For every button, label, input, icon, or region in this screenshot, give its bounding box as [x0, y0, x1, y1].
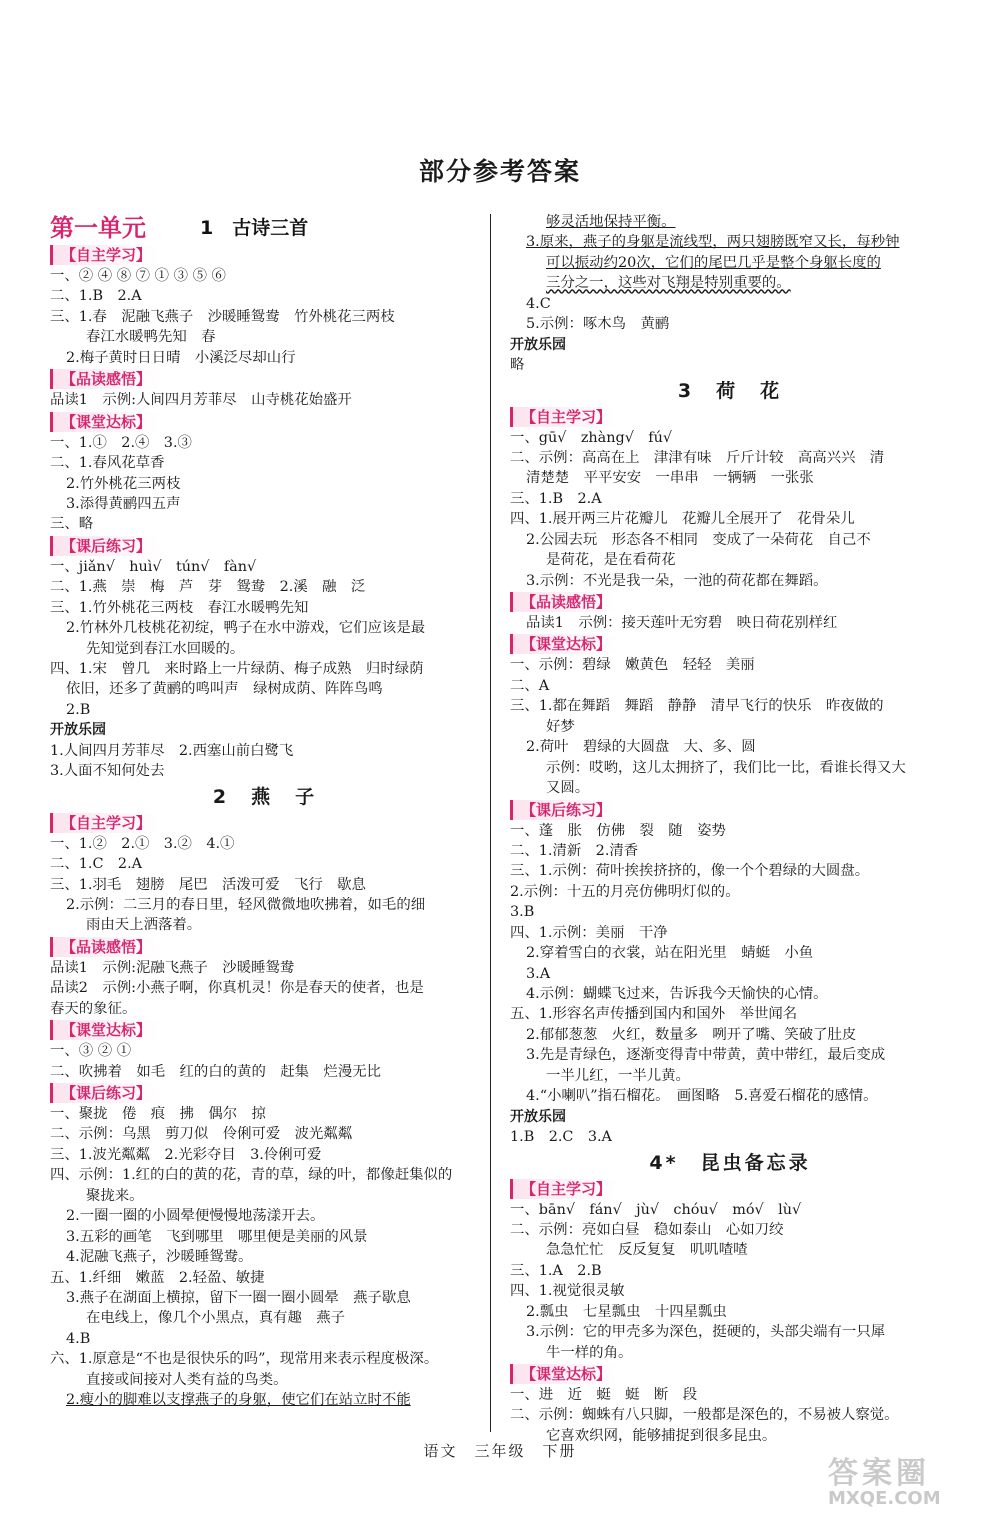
answer-line: [510, 1025, 950, 1045]
answer-text: 一、蓬 胀 仿佛 裂 随 姿势: [510, 822, 726, 839]
answer-text: 四、1.宋 曾几 来时路上一片绿荫、梅子成熟 归时绿荫: [50, 661, 424, 677]
section-label: 【课堂达标】: [510, 634, 619, 654]
answer-line: [510, 1004, 950, 1024]
answer-line: [510, 1045, 950, 1065]
answer-text: 2.荷叶 碧绿的大圆盘 大、多、圆: [526, 739, 756, 756]
section-row: [510, 591, 950, 613]
answer-line: [510, 943, 950, 963]
answer-text: 4.B: [66, 1330, 91, 1347]
unit-heading: [50, 212, 480, 244]
answer-text: 春天的象征。: [50, 1000, 137, 1017]
answer-line: [510, 861, 950, 881]
answer-text: 三、略: [50, 516, 94, 533]
answer-text: 四、示例：1.红的白的黄的花，青的草，绿的叶，都像赶集似的: [50, 1167, 453, 1184]
answer-line: [510, 821, 950, 841]
answer-line: [50, 390, 480, 410]
answer-text: 一、示例：碧绿 嫩黄色 轻轻 美丽: [510, 657, 755, 674]
answer-line: [50, 494, 480, 514]
answer-text: 二、1.燕 崇 梅 芦 芽 鸳鸯 2.溪 融 泛: [50, 579, 366, 596]
answer-line: [50, 1268, 480, 1288]
answer-text: 3.添得黄鹂四五声: [66, 495, 181, 512]
answer-text: 一半儿红，一半儿黄。: [546, 1067, 690, 1084]
answer-line: [50, 700, 480, 720]
answer-line: [510, 655, 950, 675]
watermark-logo: [828, 1448, 978, 1518]
section-label: 【品读感悟】: [50, 369, 159, 389]
answer-text: 4.“小喇叭”指石榴花。 画图略 5.喜爱石榴花的感情。: [526, 1088, 878, 1105]
answer-line: [50, 761, 480, 781]
answer-text: 先知觉到春江水回暖的。: [86, 640, 245, 657]
answer-line: [50, 327, 480, 347]
watermark-url: MXQE.COM: [828, 1488, 941, 1509]
lesson-title: 1 古诗三首: [200, 217, 309, 239]
answer-line: [510, 676, 950, 696]
answer-line: [510, 1066, 950, 1086]
answer-text: 3.五彩的画笔 飞到哪里 哪里便是美丽的风景: [66, 1228, 368, 1245]
answer-line: [510, 550, 950, 570]
answer-line: [510, 841, 950, 861]
answer-text: 二、吹拂着 如毛 红的白的黄的 赶集 烂漫无比: [50, 1063, 381, 1080]
answer-line: [50, 286, 480, 306]
section-label: 【课后练习】: [50, 536, 159, 556]
answer-line: [50, 854, 480, 874]
answer-text: 牛一样的角。: [546, 1344, 633, 1361]
answer-line: [510, 1127, 950, 1147]
answer-text: 二、示例：蜘蛛有八只脚，一般都是深色的，不易被人察觉。: [510, 1407, 899, 1424]
answer-text: 它喜欢织网，能够捕捉到很多昆虫。: [546, 1427, 777, 1444]
answer-line: [50, 1288, 480, 1308]
answer-text: 二、示例：乌黑 剪刀似 伶俐可爱 波光粼粼: [50, 1126, 353, 1143]
answer-line: [50, 1349, 480, 1369]
section-row: [510, 1178, 950, 1200]
answer-text: 略: [510, 357, 525, 374]
answer-text: 5.示例：啄木鸟 黄鹂: [526, 316, 670, 333]
answer-text: 依旧，还多了黄鹂的鸣叫声 绿树成荫、阵阵鸟鸣: [66, 681, 383, 698]
answer-line: [50, 348, 480, 368]
answer-text: 二、1.C 2.A: [50, 856, 143, 873]
answer-text: 2.竹林外几枝桃花初绽，鸭子在水中游戏，它们应该是最: [66, 620, 426, 637]
lesson-title: 3 荷 花: [677, 379, 783, 402]
section-row: [50, 411, 480, 433]
answer-text: 一、1.① 2.④ 3.③: [50, 434, 192, 451]
answer-line: [50, 1227, 480, 1247]
answer-text: 三分之一，这些对飞翔是特别重要的。: [546, 275, 791, 292]
lesson-title: 2 燕 子: [212, 785, 318, 808]
answer-line: [50, 1124, 480, 1144]
section-label: 【品读感悟】: [50, 937, 159, 957]
answer-line: [510, 489, 950, 509]
section-row: [50, 1019, 480, 1041]
answer-line: [510, 902, 950, 922]
answer-text: 4.泥融飞燕子，沙暖睡鸳鸯。: [66, 1249, 253, 1266]
answer-text: 急急忙忙 反反复复 叽叽喳喳: [546, 1242, 748, 1259]
subsection-label: 开放乐园: [510, 336, 566, 353]
answer-text: 在电线上，像几个小黑点，真有趣 燕子: [86, 1310, 346, 1327]
watermark-text: 答案圈: [828, 1456, 930, 1491]
answer-line: [510, 530, 950, 550]
answer-text: 2.示例：二三月的春日里，轻风微微地吹拂着，如毛的细: [66, 896, 426, 913]
answer-text: 3.示例：它的甲壳多为深色，挺硬的，头部尖端有一只犀: [526, 1324, 886, 1341]
answer-line: [510, 253, 950, 273]
answer-line: [510, 758, 950, 778]
answer-line: [50, 915, 480, 935]
answer-line: [50, 433, 480, 453]
answer-text: 清楚楚 平平安安 一串串 一辆辆 一张张: [526, 470, 814, 487]
answer-line: [510, 1240, 950, 1260]
section-label: 【品读感悟】: [510, 592, 619, 612]
answer-text: 一、进 近 蜓 蜓 断 段: [510, 1387, 698, 1403]
answer-text: 二、A: [510, 677, 550, 694]
answer-line: [50, 1390, 480, 1410]
answer-line: [50, 1370, 480, 1390]
answer-text: 春江水暖鸭先知 春: [86, 329, 216, 346]
answer-line: [510, 294, 950, 314]
answer-text: 一、1.② 2.① 3.② 4.①: [50, 835, 235, 852]
answer-line: [50, 1308, 480, 1328]
answer-line: [510, 273, 950, 293]
answer-text: 三、1.示例：荷叶挨挨挤挤的，像一个个碧绿的大圆盘。: [510, 863, 870, 880]
section-row: [510, 799, 950, 821]
answer-text: 四、1.示例：美丽 干净: [510, 924, 668, 941]
answer-line: [510, 882, 950, 902]
answer-text: 1.人间四月芳菲尽 2.西塞山前白鹭飞: [50, 742, 294, 759]
answer-line: [510, 1343, 950, 1363]
answer-line: [50, 875, 480, 895]
section-label: 【课堂达标】: [50, 1020, 159, 1040]
answer-line: [50, 598, 480, 618]
answer-line: [510, 232, 950, 252]
answer-text: 三、1.竹外桃花三两枝 春江水暖鸭先知: [50, 599, 309, 616]
answer-line: [50, 1165, 480, 1185]
answer-line: [510, 509, 950, 529]
answer-text: 2.郁郁葱葱 火红，数量多 咧开了嘴、笑破了肚皮: [526, 1026, 857, 1043]
section-row: [50, 812, 480, 834]
lesson-title: 4* 昆虫备忘录: [649, 1151, 811, 1174]
answer-line: [50, 639, 480, 659]
answer-text: 二、1.春风花草香: [50, 455, 165, 472]
answer-line: [50, 266, 480, 286]
answer-line: [510, 428, 950, 448]
answer-text: 2.示例：十五的月亮仿佛明灯似的。: [510, 883, 740, 900]
answer-text: 一、聚拢 倦 痕 拂 偶尔 掠: [50, 1106, 266, 1122]
unit-title: 第一单元: [50, 214, 146, 242]
section-row: [50, 1082, 480, 1104]
answer-line: [510, 1405, 950, 1425]
answer-line: [50, 1329, 480, 1349]
answer-line: [50, 659, 480, 679]
page-footer: 语文 三年级 下册: [423, 1442, 577, 1460]
answer-line: [510, 314, 950, 334]
answer-text: 2.竹外桃花三两枝: [66, 475, 181, 492]
answer-line: [510, 1261, 950, 1281]
answer-line: [50, 1247, 480, 1267]
answer-text: 三、1.A 2.B: [510, 1262, 602, 1279]
answer-line: [50, 834, 480, 854]
answer-text: 好梦: [546, 718, 575, 735]
answer-text: 4.C: [526, 295, 551, 312]
answer-text: 2.公园去玩 形态各不相同 变成了一朵荷花 自己不: [526, 531, 871, 548]
answer-text: 四、1.展开两三片花瓣儿 花瓣儿全展开了 花骨朵儿: [510, 511, 855, 528]
section-row: [50, 368, 480, 390]
answer-text: 2.一圈一圈的小圆晕便慢慢地荡漾开去。: [66, 1208, 325, 1225]
section-label: 【课堂达标】: [50, 412, 159, 432]
answer-text: 一、bān√ fán√ jù√ chóu√ mó√ lù√: [510, 1201, 802, 1218]
section-label: 【课后练习】: [50, 1083, 159, 1103]
answer-text: 1.B 2.C 3.A: [510, 1129, 612, 1146]
answer-line: [510, 778, 950, 798]
answer-text: 一、jiǎn√ huì√ tún√ fàn√: [50, 558, 257, 575]
answer-text: 3.A: [526, 965, 551, 982]
answer-line: [510, 964, 950, 984]
section-row: [50, 535, 480, 557]
answer-text: 聚拢来。: [86, 1187, 144, 1204]
section-label: 【课后练习】: [510, 800, 619, 820]
answer-text: 二、1.清新 2.清香: [510, 842, 639, 859]
answer-text: 二、示例：亮如白昼 稳如泰山 心如刀绞: [510, 1221, 784, 1238]
answer-line: [50, 1145, 480, 1165]
answer-line: [510, 1385, 950, 1405]
answer-text: 一、gū√ zhàng√ fú√: [510, 429, 673, 446]
answer-text: 三、1.羽毛 翅膀 尾巴 活泼可爱 飞行 歇息: [50, 876, 366, 893]
answer-line: [50, 1186, 480, 1206]
answer-line: [510, 1220, 950, 1240]
answer-line: [50, 577, 480, 597]
answer-text: 2.瘦小的脚难以支撑燕子的身躯，使它们在站立时不能: [66, 1392, 411, 1409]
answer-line: [50, 474, 480, 494]
answer-line: [50, 999, 480, 1019]
answer-line: [50, 679, 480, 699]
answer-line: [50, 958, 480, 978]
answer-text: 2.瓢虫 七星瓢虫 十四星瓢虫: [526, 1303, 727, 1320]
answer-text: 2.穿着雪白的衣裳，站在阳光里 蜻蜓 小鱼: [526, 945, 814, 962]
subsection-label: 开放乐园: [510, 1108, 566, 1125]
section-label: 【课堂达标】: [510, 1364, 619, 1384]
answer-text: 品读1 示例:人间四月芳菲尽 山寺桃花始盛开: [50, 392, 352, 409]
answer-text: 品读1 示例:泥融飞燕子 沙暖睡鸳鸯: [50, 959, 295, 976]
answer-text: 3.B: [510, 904, 535, 921]
answer-line: [510, 717, 950, 737]
answer-line: [50, 1041, 480, 1061]
answer-line: [510, 355, 950, 375]
answer-text: 二、1.B 2.A: [50, 288, 142, 305]
answer-line: [510, 613, 950, 633]
answer-line: [50, 741, 480, 761]
answer-line: [510, 571, 950, 591]
answer-line: [510, 1200, 950, 1220]
answer-text: 六、1.原意是“不也是很快乐的吗”，现常用来表示程度极深。: [50, 1351, 439, 1368]
answer-line: [50, 1062, 480, 1082]
answer-line: [510, 1281, 950, 1301]
answer-line: [510, 468, 950, 488]
section-row: [50, 936, 480, 958]
answer-line: [50, 307, 480, 327]
answer-text: 是荷花，是在看荷花: [546, 552, 676, 569]
answer-text: 三、1.波光粼粼 2.光彩夺目 3.伶俐可爱: [50, 1146, 322, 1163]
column-divider: [490, 214, 491, 1432]
answer-text: 示例：哎哟，这儿太拥挤了，我们比一比，看谁长得又大: [546, 759, 906, 776]
answer-text: 2.梅子黄时日日晴 小溪泛尽却山行: [66, 349, 296, 366]
section-label: 【自主学习】: [50, 813, 159, 833]
answer-line: [510, 696, 950, 716]
section-row: [50, 244, 480, 266]
subsection-label: 开放乐园: [50, 722, 106, 739]
answer-text: 四、1.视觉很灵敏: [510, 1283, 625, 1300]
answer-text: 又圆。: [546, 780, 590, 797]
answer-text: 可以振动约20次，它们的尾巴几乎是整个身躯长度的: [546, 254, 881, 271]
section-row: [510, 406, 950, 428]
answer-text: 3.先是青绿色，逐渐变得青中带黄，黄中带红，最后变成: [526, 1047, 886, 1064]
answer-line: [510, 212, 950, 232]
answer-line: [510, 923, 950, 943]
section-row: [510, 633, 950, 655]
answer-line: [510, 448, 950, 468]
answer-text: 4.示例：蝴蝶飞过来，告诉我今天愉快的心情。: [526, 986, 828, 1002]
answer-line: [510, 984, 950, 1004]
answer-text: 三、1.B 2.A: [510, 490, 602, 507]
answer-line: [510, 737, 950, 757]
section-label: 【自主学习】: [510, 407, 619, 427]
answer-text: 3.燕子在湖面上横掠，留下一圈一圈小圆晕 燕子歇息: [66, 1289, 411, 1306]
answer-text: 三、1.春 泥融飞燕子 沙暖睡鸳鸯 竹外桃花三两枝: [50, 308, 395, 325]
answer-line: [50, 1104, 480, 1124]
answer-text: 够灵活地保持平衡。: [546, 214, 676, 230]
answer-text: 五、1.形容名声传播到国内和国外 举世闻名: [510, 1006, 798, 1023]
left-column: [50, 212, 480, 1411]
answer-text: 直接或间接对人类有益的鸟类。: [86, 1371, 288, 1388]
answer-text: 3.人面不知何处去: [50, 763, 165, 780]
answer-line: [50, 514, 480, 534]
answer-text: 2.B: [66, 701, 91, 718]
section-row: [510, 1363, 950, 1385]
section-label: 【自主学习】: [50, 245, 159, 265]
answer-line: [50, 453, 480, 473]
answer-text: 二、示例：高高在上 津津有味 斤斤计较 高高兴兴 清: [510, 449, 885, 466]
answer-text: 雨由天上洒落着。: [86, 917, 202, 934]
answer-text: 3.示例：不光是我一朵，一池的荷花都在舞蹈。: [526, 572, 828, 589]
section-label: 【自主学习】: [510, 1179, 619, 1199]
answer-line: [50, 618, 480, 638]
right-column: [510, 212, 950, 1446]
answer-text: 3.原来，燕子的身躯是流线型，两只翅膀既窄又长，每秒钟: [526, 234, 900, 251]
answer-text: 一、② ④ ⑧ ⑦ ① ③ ⑤ ⑥: [50, 268, 226, 284]
page-title: 部分参考答案: [418, 157, 581, 186]
answer-line: [50, 978, 480, 998]
answer-line: [510, 1086, 950, 1106]
answer-text: 一、③ ② ①: [50, 1043, 132, 1060]
answer-line: [50, 557, 480, 577]
answer-text: 品读1 示例：接天莲叶无穷碧 映日荷花别样红: [526, 615, 838, 631]
answer-line: [50, 1206, 480, 1226]
answer-text: 三、1.都在舞蹈 舞蹈 静静 清早飞行的快乐 昨夜做的: [510, 698, 884, 715]
answer-text: 品读2 示例:小燕子啊，你真机灵！你是春天的使者，也是: [50, 980, 424, 997]
answer-line: [510, 1322, 950, 1342]
answer-line: [50, 895, 480, 915]
answer-text: 五、1.纤细 嫩蓝 2.轻盈、敏捷: [50, 1269, 265, 1286]
answer-line: [510, 1302, 950, 1322]
